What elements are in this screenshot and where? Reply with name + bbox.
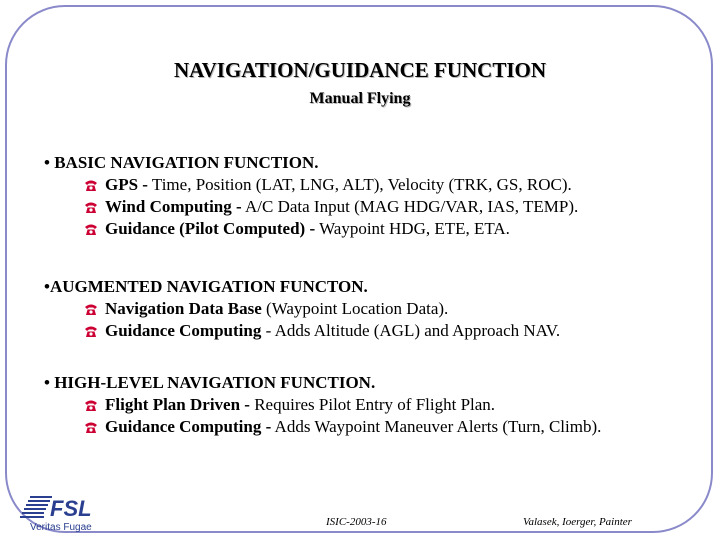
list-item bbox=[44, 174, 704, 196]
item-bold-label: GPS - bbox=[105, 175, 148, 194]
telephone-bullet-icon bbox=[84, 420, 98, 434]
item-text: Requires Pilot Entry of Flight Plan. bbox=[249, 395, 496, 414]
telephone-bullet-icon bbox=[84, 222, 98, 236]
section-heading: • HIGH-LEVEL NAVIGATION FUNCTION. bbox=[44, 373, 376, 392]
item-text: Time, Position (LAT, LNG, ALT), Velocity (TRK, GS, ROC). bbox=[147, 175, 572, 194]
slide-frame bbox=[5, 5, 713, 533]
section-basic-navigation bbox=[44, 152, 704, 240]
item-bold-label: Flight Plan Driven - bbox=[105, 395, 250, 414]
list-item bbox=[44, 394, 704, 416]
item-bold-label: Guidance Computing bbox=[105, 321, 262, 340]
item-text: (Waypoint Location Data). bbox=[261, 299, 449, 318]
section-augmented-navigation bbox=[44, 276, 704, 342]
list-item bbox=[44, 416, 704, 438]
logo-motto: Veritas Fugae bbox=[30, 522, 92, 533]
item-text: A/C Data Input (MAG HDG/VAR, IAS, TEMP). bbox=[241, 197, 579, 216]
fsl-logo bbox=[20, 490, 120, 534]
telephone-bullet-icon bbox=[84, 302, 98, 316]
footer-slide-id: ISIC-2003-16 bbox=[326, 516, 387, 528]
section-heading: • BASIC NAVIGATION FUNCTION. bbox=[44, 153, 319, 172]
item-text: Adds Waypoint Maneuver Alerts (Turn, Climb). bbox=[271, 417, 602, 436]
section-high-level-navigation bbox=[44, 372, 704, 438]
slide-subtitle: Manual Flying bbox=[309, 90, 411, 107]
list-item bbox=[44, 298, 704, 320]
item-bold-label: Navigation Data Base bbox=[105, 299, 262, 318]
logo-text: FSL bbox=[50, 496, 92, 521]
telephone-bullet-icon bbox=[84, 200, 98, 214]
list-item bbox=[44, 196, 704, 218]
item-bold-label: Guidance Computing - bbox=[105, 417, 272, 436]
slide-title: NAVIGATION/GUIDANCE FUNCTION bbox=[173, 58, 546, 82]
list-item bbox=[44, 320, 704, 342]
telephone-bullet-icon bbox=[84, 178, 98, 192]
footer-authors: Valasek, Ioerger, Painter bbox=[523, 516, 632, 528]
item-bold-label: Guidance (Pilot Computed) - bbox=[105, 219, 316, 238]
list-item bbox=[44, 218, 704, 240]
telephone-bullet-icon bbox=[84, 324, 98, 338]
telephone-bullet-icon bbox=[84, 398, 98, 412]
item-text: Waypoint HDG, ETE, ETA. bbox=[315, 219, 510, 238]
section-heading: •AUGMENTED NAVIGATION FUNCTON. bbox=[44, 277, 368, 296]
item-text: - Adds Altitude (AGL) and Approach NAV. bbox=[261, 321, 561, 340]
item-bold-label: Wind Computing - bbox=[105, 197, 242, 216]
